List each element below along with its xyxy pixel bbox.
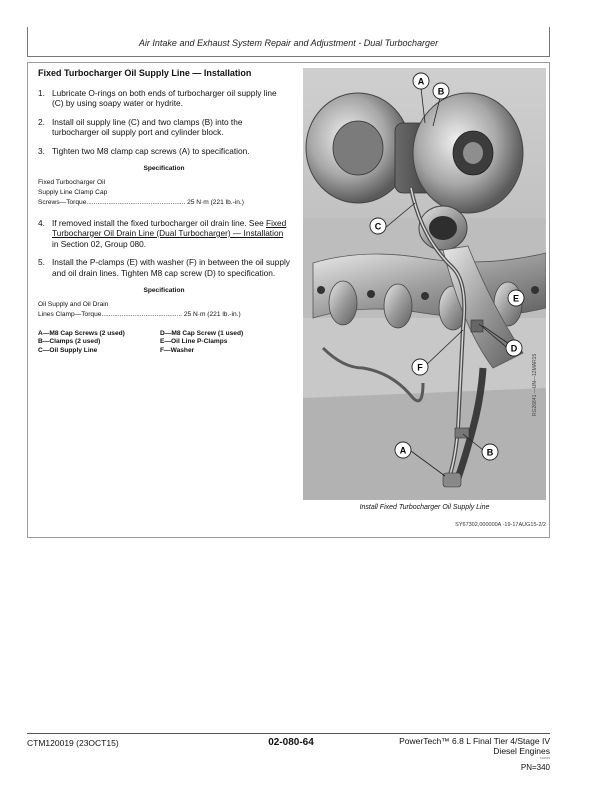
step-text: in Section 02, Group 080. xyxy=(52,238,147,249)
callout-label: B xyxy=(486,447,494,458)
spec-heading: Specification xyxy=(143,287,185,294)
step-number: 2. xyxy=(38,116,45,127)
callout-a-top xyxy=(413,73,429,89)
footer-manual-id: CTM120019 (23OCT15) xyxy=(27,738,119,748)
callout-label: D xyxy=(510,343,518,354)
footer-engine-line-2: Diesel Engines xyxy=(493,746,550,756)
step-number: 4. xyxy=(38,217,45,228)
step-text: Install the P-clamps (E) with washer (F) in between the oil supply and oil drain lines. Tighten M8 cap screw (D) to specification. xyxy=(52,257,290,278)
callout-b-bottom xyxy=(482,444,498,460)
specification-block-2 xyxy=(38,286,290,320)
footer-engine-line-1: PowerTech™ 6.8 L Final Tier 4/Stage IV xyxy=(399,736,550,746)
figure-reference-code: RG26841 —UN—12MAR15 xyxy=(532,353,538,416)
step-5 xyxy=(38,257,290,278)
footer-page-number: 02-080-64 xyxy=(268,737,314,748)
turbocharger-illustration xyxy=(303,68,546,500)
step-number: 1. xyxy=(38,87,45,98)
spec-heading: Specification xyxy=(143,165,185,172)
step-text: Lubricate O-rings on both ends of turbocharger oil supply line (C) by using soapy water or hydrite. xyxy=(52,87,277,108)
footer-divider xyxy=(27,733,550,734)
cross-reference-link[interactable]: Fixed Turbocharger Oil Drain Line (Dual Turbocharger) — Installation xyxy=(52,217,287,238)
specification-block-1 xyxy=(38,164,290,208)
page-header-title: Air Intake and Exhaust System Repair and Adjustment - Dual Turbocharger xyxy=(138,38,439,48)
legend-item-f: F—Washer xyxy=(160,346,195,354)
callout-label: E xyxy=(512,293,520,304)
step-3 xyxy=(38,146,290,157)
callout-label: A xyxy=(399,445,407,456)
step-text: Install oil supply line (C) and two clamps (B) into the turbocharger oil supply port and cylinder block. xyxy=(52,116,243,137)
legend-item-d: D—M8 Cap Screw (1 used) xyxy=(160,329,244,337)
spec-line: Supply Line Clamp Cap xyxy=(38,188,108,196)
spec-line: Oil Supply and Oil Drain xyxy=(38,300,109,308)
callout-label: B xyxy=(437,86,445,97)
callout-legend xyxy=(38,330,290,356)
legend-item-a: A—M8 Cap Screws (2 used) xyxy=(38,329,125,337)
spec-torque-line: Lines Clamp—Torque............................................ 25 N·m (221 lb.-in.) xyxy=(38,310,241,318)
callout-e xyxy=(508,290,524,306)
callout-f xyxy=(412,359,428,375)
footer-engine-title xyxy=(330,736,550,756)
legend-item-e: E—Oil Line P-Clamps xyxy=(160,338,228,345)
legend-item-c: C—Oil Supply Line xyxy=(38,346,98,354)
step-1 xyxy=(38,88,290,109)
callout-d xyxy=(506,340,522,356)
section-title: Fixed Turbocharger Oil Supply Line — Installation xyxy=(38,68,252,78)
footer-pn: PN=340 xyxy=(520,763,550,772)
callout-b-top xyxy=(433,83,449,99)
figure-caption: Install Fixed Turbocharger Oil Supply Line xyxy=(359,504,490,511)
legend-item-b: B—Clamps (2 used) xyxy=(38,338,101,345)
document-code: SY67302,000000A -19-17AUG15-2/2 xyxy=(455,522,546,528)
step-number: 5. xyxy=(38,257,45,267)
callout-label: A xyxy=(417,76,425,87)
callout-c xyxy=(370,218,386,234)
spec-line: Fixed Turbocharger Oil xyxy=(38,178,106,186)
step-text: If removed install the fixed turbocharger oil drain line. See xyxy=(52,217,266,228)
step-2 xyxy=(38,117,290,138)
step-4 xyxy=(38,218,290,250)
callout-a-bottom xyxy=(395,442,411,458)
instructions-column xyxy=(38,68,290,355)
header-divider xyxy=(27,56,550,57)
spec-torque-line: Screws—Torque...................................................... 25 N·m (221 lb.-in.) xyxy=(38,198,244,206)
callout-label: C xyxy=(374,221,382,232)
step-text: Tighten two M8 clamp cap screws (A) to specification. xyxy=(52,145,250,156)
step-number: 3. xyxy=(38,145,45,156)
callout-label: F xyxy=(417,362,423,373)
footer-date-code: 102615 xyxy=(539,756,550,760)
